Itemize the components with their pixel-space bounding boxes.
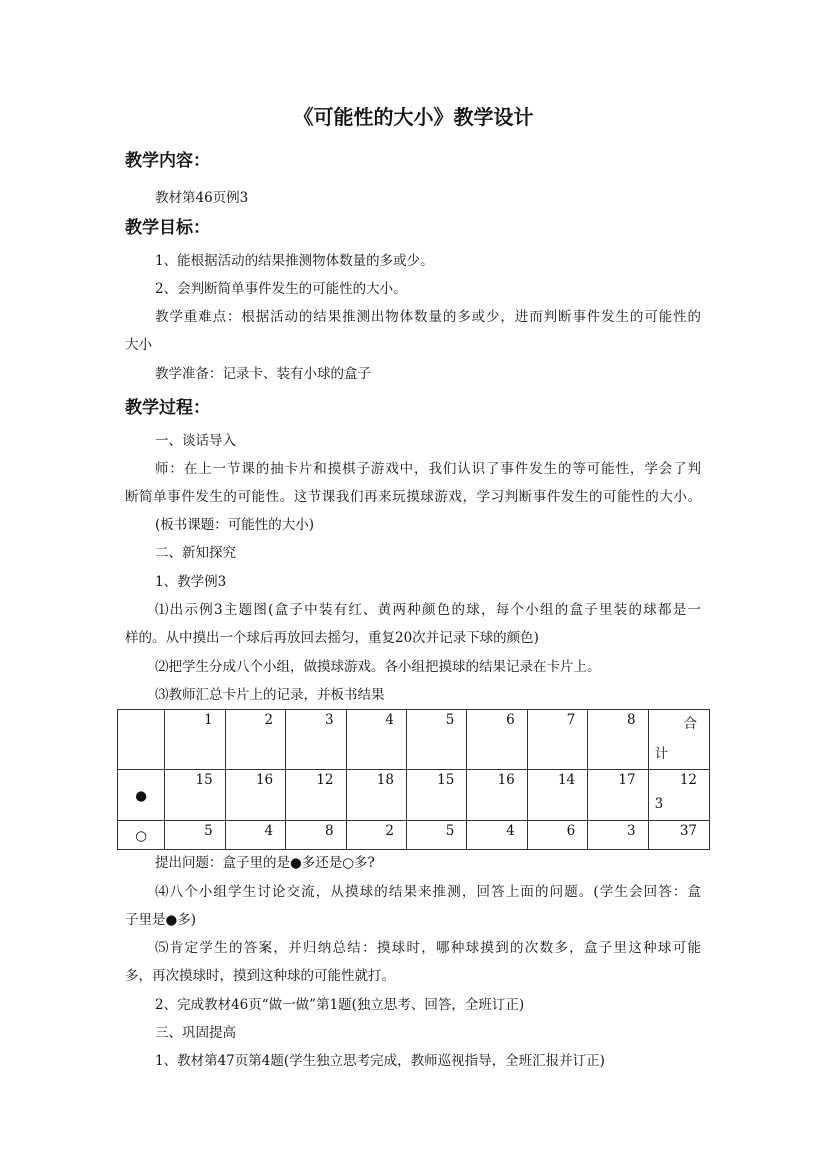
table-header-row <box>118 710 710 770</box>
table-cell: 15 <box>165 770 225 821</box>
table-header-cell: 4 <box>346 710 406 770</box>
key-point-line1: 教学重难点：根据活动的结果推测出物体数量的多或少，进而判断事件发生的可能性的 <box>155 309 701 325</box>
table-cell: 4 <box>467 821 527 850</box>
black-total-part2: 3 <box>654 796 664 812</box>
step3-1: 1、教材第47页第4题(学生独立思考完成，教师巡视指导，全班汇报并订正) <box>155 1053 605 1069</box>
table-row-white <box>118 821 710 850</box>
s2-1-line2: 样的。从中摸出一个球后再放回去摇匀，重复20次并记录下球的颜色) <box>125 630 539 646</box>
s2-4-line1: ⑷八个小组学生讨论交流，从摸球的结果来推测，回答上面的问题。(学生会回答：盒 <box>155 884 701 900</box>
key-point-line2: 大小 <box>125 337 152 353</box>
table-cell: 15 <box>406 770 466 821</box>
table-cell: 17 <box>588 770 648 821</box>
question-text: 提出问题：盒子里的是●多还是○多? <box>155 855 375 871</box>
process-heading: 教学过程： <box>125 398 210 418</box>
table-cell: 5 <box>406 821 466 850</box>
table-cell-empty <box>118 710 165 770</box>
goal-2: 2、会判断简单事件发生的可能性的大小。 <box>155 281 407 297</box>
white-ball-symbol: ○ <box>118 821 165 850</box>
step1-line2: 断简单事件发生的可能性。这节课我们再来玩摸球游戏，学习判断事件发生的可能性的大小。 <box>125 489 701 505</box>
table-header-cell: 8 <box>588 710 648 770</box>
table-cell: 6 <box>527 821 587 850</box>
table-header-cell: 1 <box>165 710 225 770</box>
s2-3: ⑶教师汇总卡片上的记录，并板书结果 <box>155 687 385 703</box>
table-cell: 14 <box>527 770 587 821</box>
step1-board: (板书课题：可能性的大小) <box>155 517 315 533</box>
table-cell: 16 <box>225 770 285 821</box>
step2-sub: 1、教学例3 <box>155 574 227 590</box>
table-header-cell: 3 <box>286 710 346 770</box>
s2-4-line2: 子里是●多) <box>125 912 197 928</box>
goal-heading: 教学目标： <box>125 218 210 238</box>
step1-line1: 师：在上一节课的抽卡片和摸棋子游戏中，我们认识了事件发生的等可能性，学会了判 <box>155 461 701 477</box>
table-cell-total: 37 <box>648 821 709 850</box>
s2-1-line1: ⑴出示例3主题图(盒子中装有红、黄两种颜色的球，每个小组的盒子里装的球都是一 <box>155 602 701 618</box>
goal-1: 1、能根据活动的结果推测物体数量的多或少。 <box>155 253 434 269</box>
table-cell: 18 <box>346 770 406 821</box>
table-header-cell: 6 <box>467 710 527 770</box>
content-text: 教材第46页例3 <box>155 190 249 206</box>
table-cell: 4 <box>225 821 285 850</box>
s2-5-line1: ⑸肯定学生的答案，并归纳总结：摸球时，哪种球摸到的次数多，盒子里这种球可能 <box>155 940 701 956</box>
black-total-part1: 12 <box>679 772 697 788</box>
table-cell-total <box>648 770 709 821</box>
step1-title: 一、谈话导入 <box>155 433 236 449</box>
table-header-total <box>648 710 709 770</box>
step3-title: 三、巩固提高 <box>155 1025 236 1041</box>
table-cell: 8 <box>286 821 346 850</box>
page-title: 《可能性的大小》教学设计 <box>293 105 534 129</box>
prep-text: 教学准备：记录卡、装有小球的盒子 <box>155 366 371 382</box>
table-cell: 16 <box>467 770 527 821</box>
table-header-cell: 5 <box>406 710 466 770</box>
table-header-cell: 7 <box>527 710 587 770</box>
s2-5-line2: 多，再次摸球时，摸到这种球的可能性就打。 <box>125 968 395 984</box>
content-heading: 教学内容： <box>125 151 210 171</box>
table-header-cell: 2 <box>225 710 285 770</box>
black-ball-symbol: ● <box>118 770 165 821</box>
step2-2: 2、完成教材46页“做一做”第1题(独立思考、回答，全班订正) <box>155 997 525 1013</box>
table-cell: 3 <box>588 821 648 850</box>
step2-title: 二、新知探究 <box>155 545 236 561</box>
total-label-part2: 计 <box>654 746 669 762</box>
total-label-part1: 合 <box>683 716 697 732</box>
table-cell: 5 <box>165 821 225 850</box>
table-cell: 2 <box>346 821 406 850</box>
table-cell: 12 <box>286 770 346 821</box>
s2-2: ⑵把学生分成八个小组，做摸球游戏。各小组把摸球的结果记录在卡片上。 <box>155 659 601 675</box>
table-row-black <box>118 770 710 821</box>
record-table <box>117 709 710 850</box>
